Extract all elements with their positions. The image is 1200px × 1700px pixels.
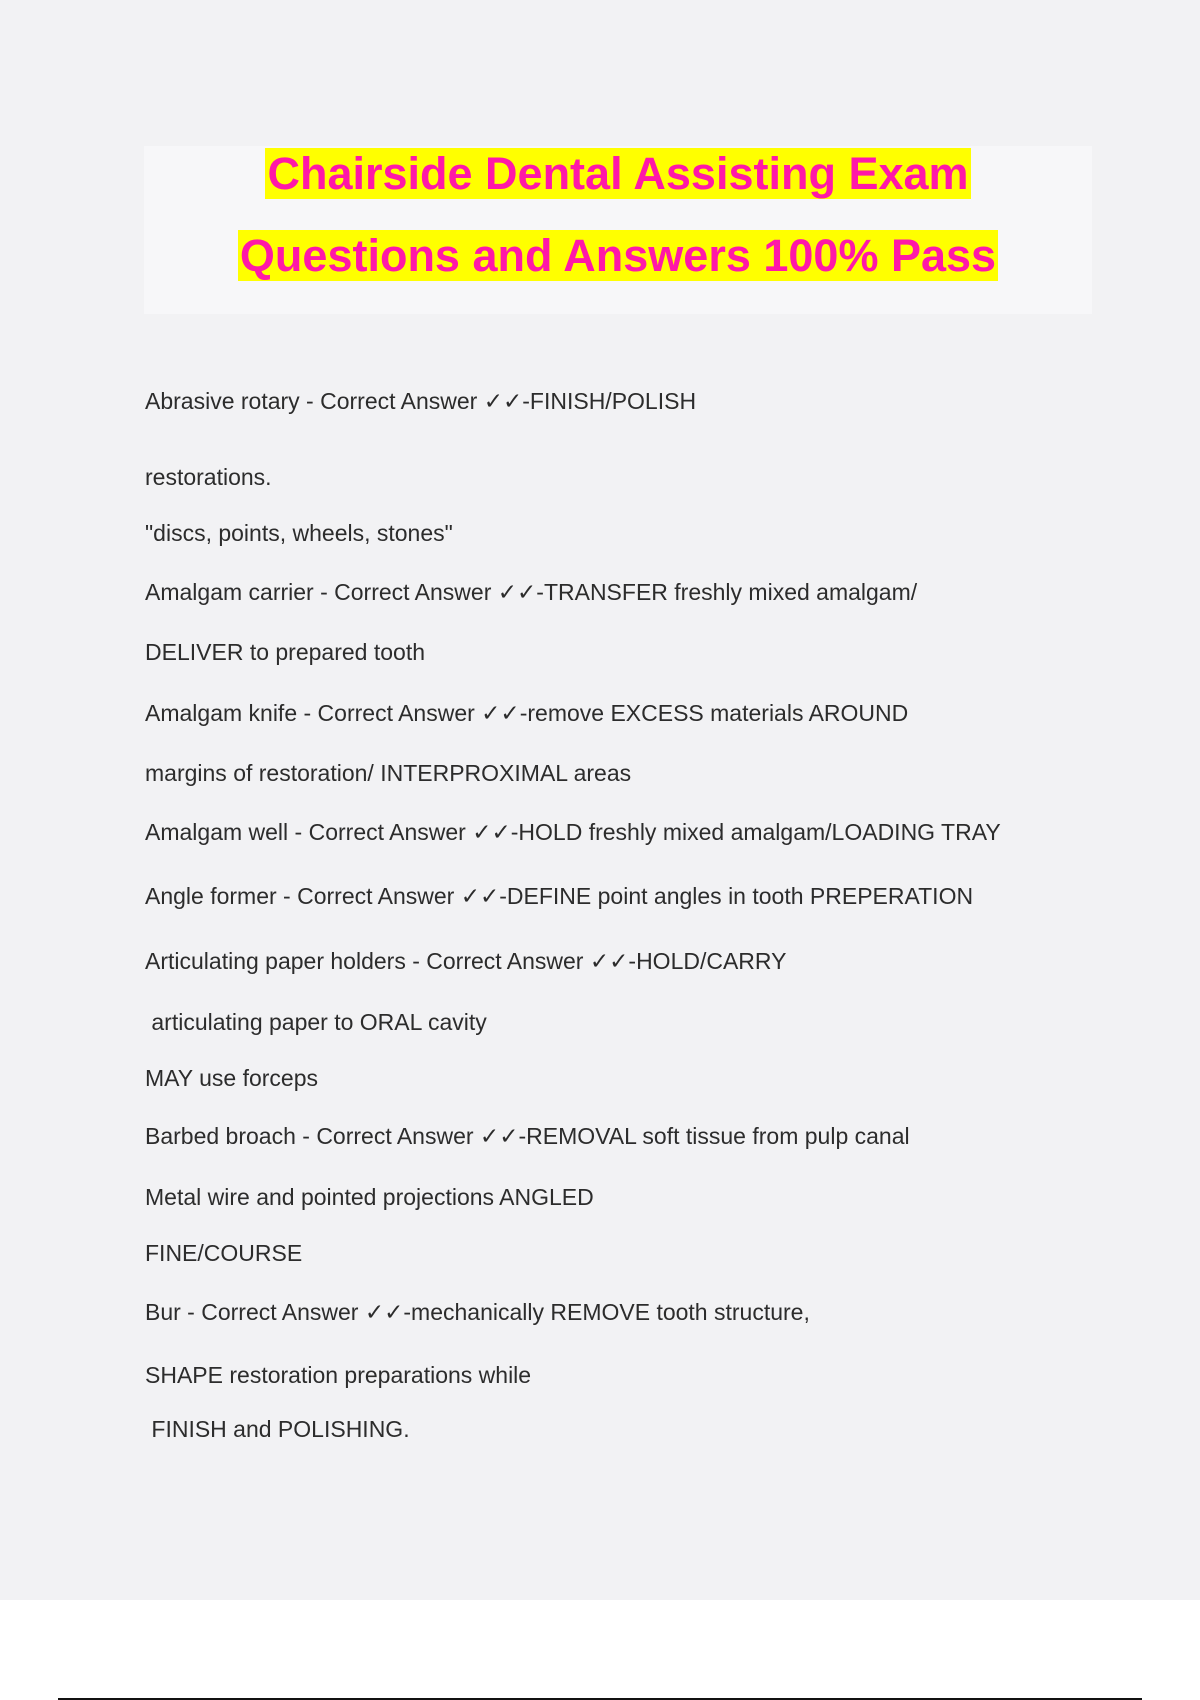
text-line: MAY use forceps (145, 1065, 319, 1091)
text-line: SHAPE restoration preparations while (145, 1362, 532, 1388)
text-line: Amalgam knife - Correct Answer ✓✓-remove EXCESS materials AROUND (145, 700, 909, 726)
text-line: FINE/COURSE (145, 1240, 303, 1266)
text-line: Amalgam carrier - Correct Answer ✓✓-TRANSFER freshly mixed amalgam/ (145, 579, 918, 605)
text-line: "discs, points, wheels, stones" (145, 520, 453, 546)
title-text-2: Questions and Answers 100% Pass (239, 230, 997, 281)
title-line-1 (144, 146, 1092, 202)
text-line: FINISH and POLISHING. (145, 1416, 410, 1442)
text-line: Amalgam well - Correct Answer ✓✓-HOLD freshly mixed amalgam/LOADING TRAY (145, 819, 1001, 845)
text-line: Abrasive rotary - Correct Answer ✓✓-FINISH/POLISH (145, 388, 697, 414)
title-text-1: Chairside Dental Assisting Exam (267, 148, 969, 199)
text-line: Barbed broach - Correct Answer ✓✓-REMOVAL soft tissue from pulp canal (145, 1123, 910, 1149)
text-line: DELIVER to prepared tooth (145, 639, 425, 665)
title-block (144, 146, 1092, 314)
text-line: articulating paper to ORAL cavity (145, 1009, 487, 1035)
text-line: restorations. (145, 464, 272, 490)
text-line: Angle former - Correct Answer ✓✓-DEFINE point angles in tooth PREPERATION (145, 883, 974, 909)
text-line: margins of restoration/ INTERPROXIMAL areas (145, 760, 632, 786)
text-line: Metal wire and pointed projections ANGLED (145, 1184, 594, 1210)
text-line: Articulating paper holders - Correct Answer ✓✓-HOLD/CARRY (145, 948, 787, 974)
title-line-2 (144, 228, 1092, 284)
text-line: Bur - Correct Answer ✓✓-mechanically REMOVE tooth structure, (145, 1299, 810, 1325)
